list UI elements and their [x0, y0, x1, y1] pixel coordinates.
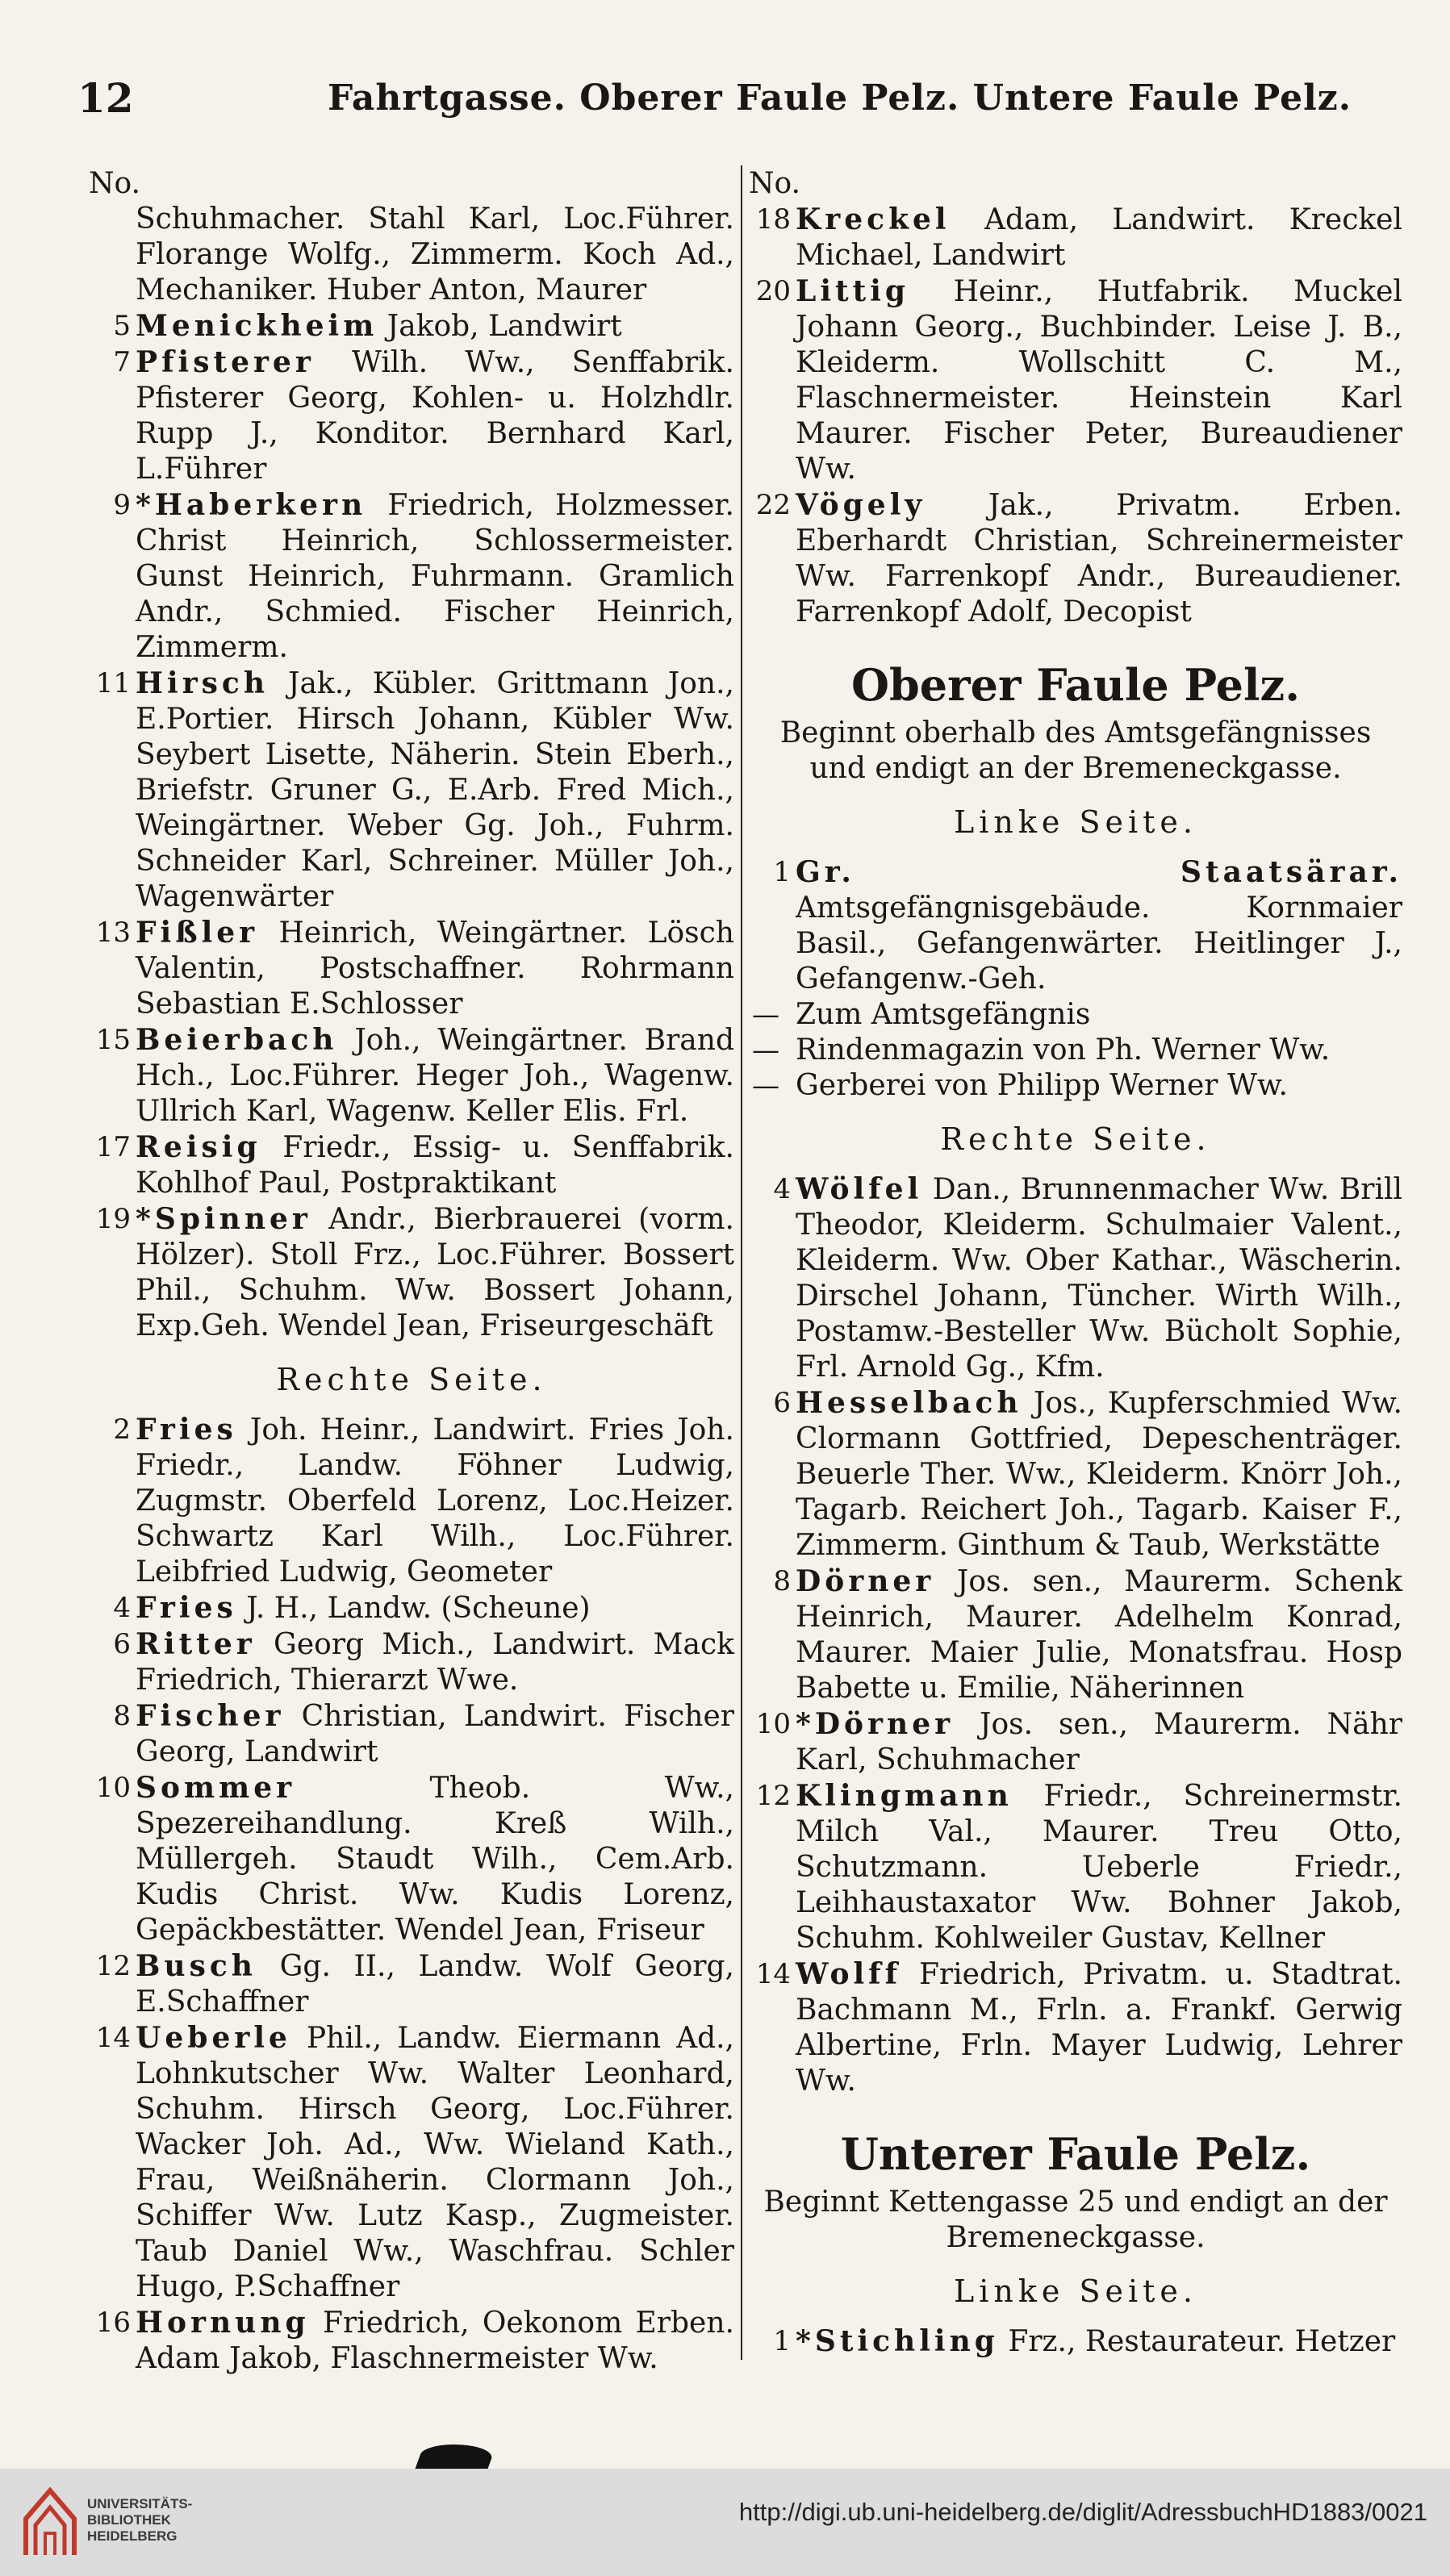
house-number: 13 — [95, 916, 131, 949]
page-number: 12 — [77, 74, 134, 122]
house-number: 14 — [95, 2022, 131, 2054]
house-number: 11 — [95, 667, 131, 699]
directory-entry — [89, 1129, 734, 1201]
residents-text: Heinr., Hutfabrik. Muckel Johann Georg., Buchbinder. Leise J. B., Kleiderm. Wollschitt C. M., Flaschnermeister. Heinstein Karl Maurer. Fischer Peter, Bureaudiener Ww. — [796, 275, 1402, 486]
owner-name: Klingmann — [796, 1779, 1013, 1813]
owner-name: Wölfel — [796, 1172, 923, 1206]
section2-left-entries — [749, 2323, 1402, 2360]
owner-name: Ritter — [136, 1627, 256, 1661]
library-name: UNIVERSITÄTS- BIBLIOTHEK HEIDELBERG — [87, 2496, 193, 2544]
owner-name: *Stichling — [796, 2324, 999, 2358]
residents-text: Schuhmacher. Stahl Karl, Loc.Führer. Florange Wolfg., Zimmerm. Koch Ad., Mechaniker. Huber Anton, Maurer — [136, 202, 734, 307]
directory-entry — [749, 273, 1402, 487]
directory-entry — [89, 915, 734, 1022]
section1-left-entries — [749, 854, 1402, 1104]
page-header — [77, 74, 1401, 131]
house-number: 16 — [95, 2307, 131, 2339]
residents-text: Phil., Landw. Eiermann Ad., Lohnkutscher Ww. Walter Leonhard, Schuhm. Hirsch Georg, Loc.Führer. Wacker Joh. Ad., Ww. Wieland Kath., Frau, Weißnäherin. Clormann Joh., Schiffer Ww. Lutz Kasp., Zugmeister. Taub Daniel Ww., Waschfrau. Schler Hugo, P.Schaffner — [136, 2022, 734, 2303]
house-number: 2 — [113, 1413, 131, 1446]
owner-name: Fißler — [136, 916, 259, 950]
section-title: Unterer Faule Pelz. — [840, 2128, 1311, 2180]
house-number: 9 — [113, 489, 131, 521]
section1-right-entries — [749, 1171, 1402, 2099]
left-entries-b — [89, 1412, 734, 2377]
house-number: 10 — [95, 1772, 131, 1804]
owner-name: Dörner — [796, 1564, 935, 1598]
directory-entry — [89, 2305, 734, 2377]
directory-entry — [89, 1590, 734, 1626]
directory-entry — [89, 1201, 734, 1344]
residents-text: Friedrich, Oekonom Erben. Adam Jakob, Flaschnermeister Ww. — [136, 2307, 734, 2375]
owner-name: Sommer — [136, 1771, 296, 1805]
house-number: 12 — [95, 1950, 131, 1982]
directory-entry — [89, 1412, 734, 1590]
left-column — [89, 165, 734, 2377]
directory-entry — [749, 1385, 1402, 1564]
residents-text: Heinrich, Weingärtner. Lösch Valentin, Postschaffner. Rohrmann Sebastian E.Schlosser — [136, 916, 734, 1021]
owner-name: Hirsch — [136, 666, 270, 700]
footer-bar — [0, 2469, 1450, 2576]
owner-name: Fischer — [136, 1699, 285, 1733]
owner-name: Busch — [136, 1949, 257, 1983]
directory-entry — [89, 1022, 734, 1129]
house-number: — — [752, 1070, 779, 1102]
owner-name: Vögely — [796, 488, 926, 522]
directory-entry — [749, 1706, 1402, 1778]
house-number: 20 — [755, 275, 791, 307]
directory-entry — [89, 1948, 734, 2020]
residents-text: Jakob, Landwirt — [378, 310, 622, 343]
directory-entry — [749, 1778, 1402, 1956]
number-column-label: No. — [89, 167, 140, 200]
owner-name: Littig — [796, 274, 910, 308]
owner-name: Wolff — [796, 1957, 902, 1991]
house-number: 7 — [113, 346, 131, 378]
directory-entry — [749, 487, 1402, 630]
number-column-label: No. — [749, 167, 800, 200]
ub-heidelberg-logo-icon — [18, 2486, 82, 2559]
house-number: 1 — [773, 2325, 791, 2357]
house-number: 10 — [755, 1708, 791, 1740]
residents-text: Friedr., Essig- u. Senffabrik. Kohlhof Paul, Postpraktikant — [136, 1131, 734, 1200]
house-number: 8 — [773, 1565, 791, 1597]
house-number: 22 — [755, 489, 791, 521]
house-number: 18 — [755, 203, 791, 236]
owner-name: Menickheim — [136, 309, 378, 343]
residents-text: Friedrich, Privatm. u. Stadtrat. Bachmann M., Frln. a. Frankf. Gerwig Albertine, Frln. Mayer Ludwig, Lehrer Ww. — [796, 1958, 1402, 2098]
directory-entry — [89, 1698, 734, 1770]
residents-text: Joh. Heinr., Landwirt. Fries Joh. Friedr., Landw. Föhner Ludwig, Zugmstr. Oberfeld Lorenz, Loc.Heizer. Schwartz Karl Wilh., Loc.Führer. Leibfried Ludwig, Geometer — [136, 1413, 734, 1589]
house-number: 4 — [113, 1592, 131, 1624]
house-number: 15 — [95, 1024, 131, 1056]
directory-entry — [749, 854, 1402, 997]
residents-text: Rindenmagazin von Ph. Werner Ww. — [796, 1033, 1331, 1067]
residents-text: Jak., Kübler. Grittmann Jon., E.Portier. Hirsch Johann, Kübler Ww. Seybert Lisette, Näherin. Stein Eberh., Briefstr. Gruner G., E.Arb. Fred Mich., Weingärtner. Weber Gg. Joh., Fuhrm. Schneider Karl, Schreiner. Müller Joh., Wagenwärter — [136, 667, 734, 913]
house-number: 1 — [773, 856, 791, 888]
residents-text: J. H., Landw. (Scheune) — [236, 1592, 591, 1625]
residents-text: Wilh. Ww., Senffabrik. Pfisterer Georg, Kohlen- u. Holzhdlr. Rupp J., Konditor. Bernhard Karl, L.Führer — [136, 346, 734, 486]
house-number: 19 — [95, 1203, 131, 1235]
side-heading: Linke Seite. — [954, 804, 1197, 840]
right-column — [749, 165, 1402, 2360]
directory-entry — [749, 1068, 1402, 1104]
owner-name: Fries — [136, 1413, 237, 1447]
source-url-link[interactable]: http://digi.ub.uni-heidelberg.de/diglit/AdressbuchHD1883/0021 — [738, 2498, 1427, 2526]
house-number: 17 — [95, 1131, 131, 1163]
residents-text: Andr., Bierbrauerei (vorm. Hölzer). Stoll Frz., Loc.Führer. Bossert Phil., Schuhm. Ww. Bossert Johann, Exp.Geh. Wendel Jean, Friseurgeschäft — [136, 1203, 734, 1342]
house-number: 12 — [755, 1780, 791, 1812]
residents-text: Adam, Landwirt. Kreckel Michael, Landwirt — [796, 203, 1402, 272]
directory-entry — [749, 2323, 1402, 2360]
left-entries-a — [89, 202, 734, 1344]
owner-name: *Spinner — [136, 1202, 311, 1236]
right-entries-a — [749, 202, 1402, 630]
directory-entry — [749, 1171, 1402, 1385]
owner-name: Hornung — [136, 2306, 310, 2340]
running-title: Fahrtgasse. Oberer Faule Pelz. Untere Faule Pelz. — [328, 77, 1352, 119]
house-number: — — [752, 1034, 779, 1067]
house-number: 4 — [773, 1173, 791, 1205]
directory-entry — [89, 308, 734, 344]
residents-text: Jos. sen., Maurerm. Nähr Karl, Schuhmacher — [796, 1708, 1402, 1776]
directory-entry — [89, 1626, 734, 1698]
residents-text: Georg Mich., Landwirt. Mack Friedrich, Thierarzt Wwe. — [136, 1628, 734, 1697]
residents-text: Friedr., Schreinermstr. Milch Val., Maurer. Treu Otto, Schutzmann. Ueberle Friedr., Leihhaustaxator Ww. Bohner Jakob, Schuhm. Kohlweiler Gustav, Kellner — [796, 1780, 1402, 1955]
directory-entry — [749, 1033, 1402, 1068]
residents-text: Joh., Weingärtner. Brand Hch., Loc.Führer. Heger Joh., Wagenw. Ullrich Karl, Wagenw. Keller Elis. Frl. — [136, 1024, 734, 1128]
section-title: Oberer Faule Pelz. — [850, 659, 1300, 711]
owner-name: Kreckel — [796, 202, 951, 236]
residents-text: Christian, Landwirt. Fischer Georg, Landwirt — [136, 1700, 734, 1768]
side-heading: Rechte Seite. — [276, 1362, 547, 1397]
house-number: — — [752, 999, 779, 1031]
owner-name: Ueberle — [136, 2021, 291, 2055]
side-heading: Rechte Seite. — [940, 1121, 1211, 1157]
house-number: 8 — [113, 1700, 131, 1732]
residents-text: Zum Amtsgefängnis — [796, 998, 1091, 1031]
section-description: Beginnt Kettengasse 25 und endigt an der Bremeneckgasse. — [763, 2186, 1388, 2254]
directory-entry — [89, 487, 734, 666]
residents-text: Jos., Kupferschmied Ww. Clormann Gottfried, Depeschenträger. Beuerle Ther. Ww., Kleiderm. Knörr Joh., Tagarb. Reichert Joh., Tagarb. Kaiser F., Zimmerm. Ginthum & Taub, Werkstätte — [796, 1387, 1402, 1562]
section-description: Beginnt oberhalb des Amtsgefängnisses und endigt an der Bremeneckgasse. — [779, 716, 1372, 785]
directory-entry — [749, 1956, 1402, 2099]
house-number: 14 — [755, 1958, 791, 1990]
column-divider — [741, 165, 742, 2360]
residents-text: Theob. Ww., Spezereihandlung. Kreß Wilh., Müllergeh. Staudt Wilh., Cem.Arb. Kudis Christ. Ww. Kudis Lorenz, Gepäckbestätter. Wendel Jean, Friseur — [136, 1772, 734, 1947]
owner-name: Beierbach — [136, 1023, 338, 1057]
directory-entry — [89, 666, 734, 915]
directory-entry — [89, 1770, 734, 1948]
directory-entry — [89, 202, 734, 308]
residents-text: Amtsgefängnisgebäude. Kornmaier Basil., Gefangenwärter. Heitlinger J., Gefangenw.-Geh. — [796, 891, 1402, 996]
ink-smudge — [416, 2444, 497, 2469]
directory-entry — [749, 997, 1402, 1033]
house-number: 6 — [773, 1387, 791, 1419]
directory-entry — [749, 1564, 1402, 1706]
owner-name: Fries — [136, 1591, 237, 1625]
residents-text: Frz., Restaurateur. Hetzer — [998, 2325, 1396, 2358]
residents-text: Jak., Privatm. Erben. Eberhardt Christian, Schreinermeister Ww. Farrenkopf Andr., Bureaudiener. Farrenkopf Adolf, Decopist — [796, 489, 1402, 628]
residents-text: Gerberei von Philipp Werner Ww. — [796, 1069, 1288, 1102]
residents-text: Jos. sen., Maurerm. Schenk Heinrich, Maurer. Adelhelm Konrad, Maurer. Maier Julie, Monatsfrau. Hosp Babette u. Emilie, Näherinnen — [796, 1565, 1402, 1705]
house-number: 5 — [113, 310, 131, 342]
owner-name: *Haberkern — [136, 488, 367, 522]
side-heading: Linke Seite. — [954, 2273, 1197, 2309]
owner-name: *Dörner — [796, 1707, 955, 1741]
owner-name: Gr. Staatsärar. — [796, 855, 1402, 889]
residents-text: Friedrich, Holzmesser. Christ Heinrich, Schlossermeister. Gunst Heinrich, Fuhrmann. Gramlich Andr., Schmied. Fischer Heinrich, Zimmerm. — [136, 489, 734, 664]
residents-text: Gg. II., Landw. Wolf Georg, E.Schaffner — [136, 1950, 734, 2019]
owner-name: Reisig — [136, 1130, 261, 1164]
directory-entry — [89, 2020, 734, 2305]
directory-entry — [749, 202, 1402, 273]
house-number: 6 — [113, 1628, 131, 1660]
directory-entry — [89, 344, 734, 487]
residents-text: Dan., Brunnenmacher Ww. Brill Theodor, Kleiderm. Schulmaier Valent., Kleiderm. Ww. Ober Kathar., Wäscherin. Dirschel Johann, Tüncher. Wirth Wilh., Postamw.-Besteller Ww. Bücholt Sophie, Frl. Arnold Gg., Kfm. — [796, 1173, 1402, 1384]
owner-name: Hesselbach — [796, 1386, 1022, 1420]
owner-name: Pfisterer — [136, 345, 315, 379]
